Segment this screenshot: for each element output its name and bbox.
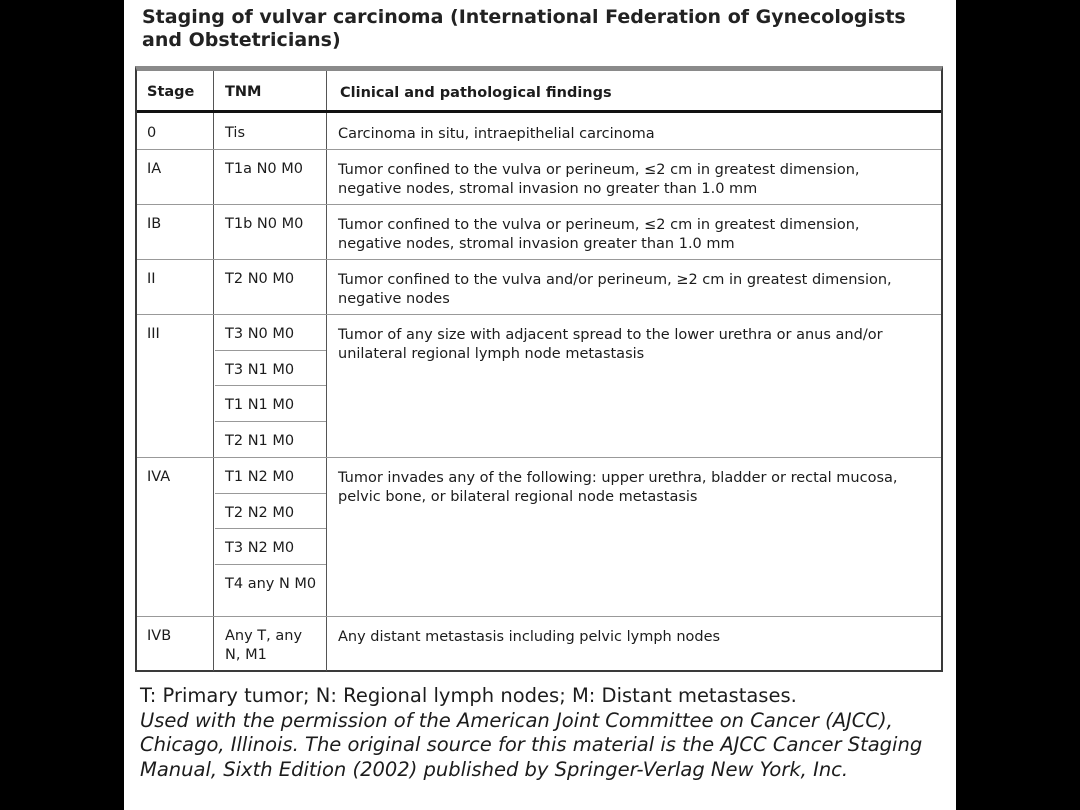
tnm-cell: Tis [225,125,245,141]
tnm-cell: T2 N0 M0 [225,271,295,287]
row-divider [137,204,941,205]
column-divider [213,71,214,671]
tnm-cell: T1b N0 M0 [225,216,304,232]
tnm-cell: T1a N0 M0 [225,161,303,177]
row-divider [137,616,941,617]
column-divider [326,71,327,671]
row-divider [137,314,941,315]
stage-cell: IVA [147,469,171,485]
row-divider [137,259,941,260]
tnm-divider [215,528,326,529]
document-page [124,0,956,810]
header-rule [137,110,941,113]
tnm-divider [215,421,326,422]
tnm-cell: T2 N2 M0 [225,504,295,521]
stage-cell: 0 [147,125,157,141]
findings-cell: Tumor invades any of the following: upper urethra, bladder or rectal mucosa, pelvic bone, or bilateral regional node metastasis [338,470,898,505]
footer-legend: T: Primary tumor; N: Regional lymph nodes; M: Distant metastases. [140,684,797,707]
header-findings: Clinical and pathological findings [340,85,612,101]
tnm-cell: T3 N1 M0 [225,361,295,378]
tnm-divider [215,350,326,351]
findings-cell: Tumor confined to the vulva or perineum, ≤2 cm in greatest dimension, negative nodes, stromal invasion no greater than 1.0 mm [338,162,860,197]
tnm-cell: T3 N0 M0 [225,326,295,342]
row-divider [137,457,941,458]
tnm-divider [215,493,326,494]
row-divider [137,149,941,150]
findings-cell: Tumor of any size with adjacent spread to the lower urethra or anus and/or unilateral regional lymph node metastasis [338,327,883,362]
findings-cell: Any distant metastasis including pelvic lymph nodes [338,629,721,645]
footer [140,684,940,782]
stage-cell: IVB [147,628,172,644]
footer-attribution: Used with the permission of the American Joint Committee on Cancer (AJCC), Chicago, Illinois. The original source for this material is the AJCC Cancer Staging Manual, Sixth Edition (2002) published by Springer-Verlag New York, Inc. [140,708,923,781]
findings-cell: Carcinoma in situ, intraepithelial carcinoma [338,126,655,142]
tnm-cell: T2 N1 M0 [225,432,295,449]
tnm-divider [215,385,326,386]
tnm-cell: T1 N2 M0 [225,469,295,485]
header-tnm: TNM [225,84,262,100]
stage-cell: IB [147,216,162,232]
page-title: Staging of vulvar carcinoma (International Federation of Gynecologists and Obstetricians) [142,6,906,51]
header-stage: Stage [147,84,195,100]
stage-cell: III [147,326,160,342]
tnm-cell: T3 N2 M0 [225,540,295,556]
tnm-cell: Any T, any N, M1 [225,628,303,663]
staging-table [135,66,943,672]
findings-cell: Tumor confined to the vulva and/or perineum, ≥2 cm in greatest dimension, negative nodes [338,272,892,307]
findings-cell: Tumor confined to the vulva or perineum, ≤2 cm in greatest dimension, negative nodes, stromal invasion greater than 1.0 mm [338,217,860,252]
tnm-cell: T1 N1 M0 [225,397,295,413]
tnm-divider [215,564,326,565]
tnm-cell: T4 any N M0 [225,575,317,592]
stage-cell: II [147,271,156,287]
stage-cell: IA [147,161,162,177]
